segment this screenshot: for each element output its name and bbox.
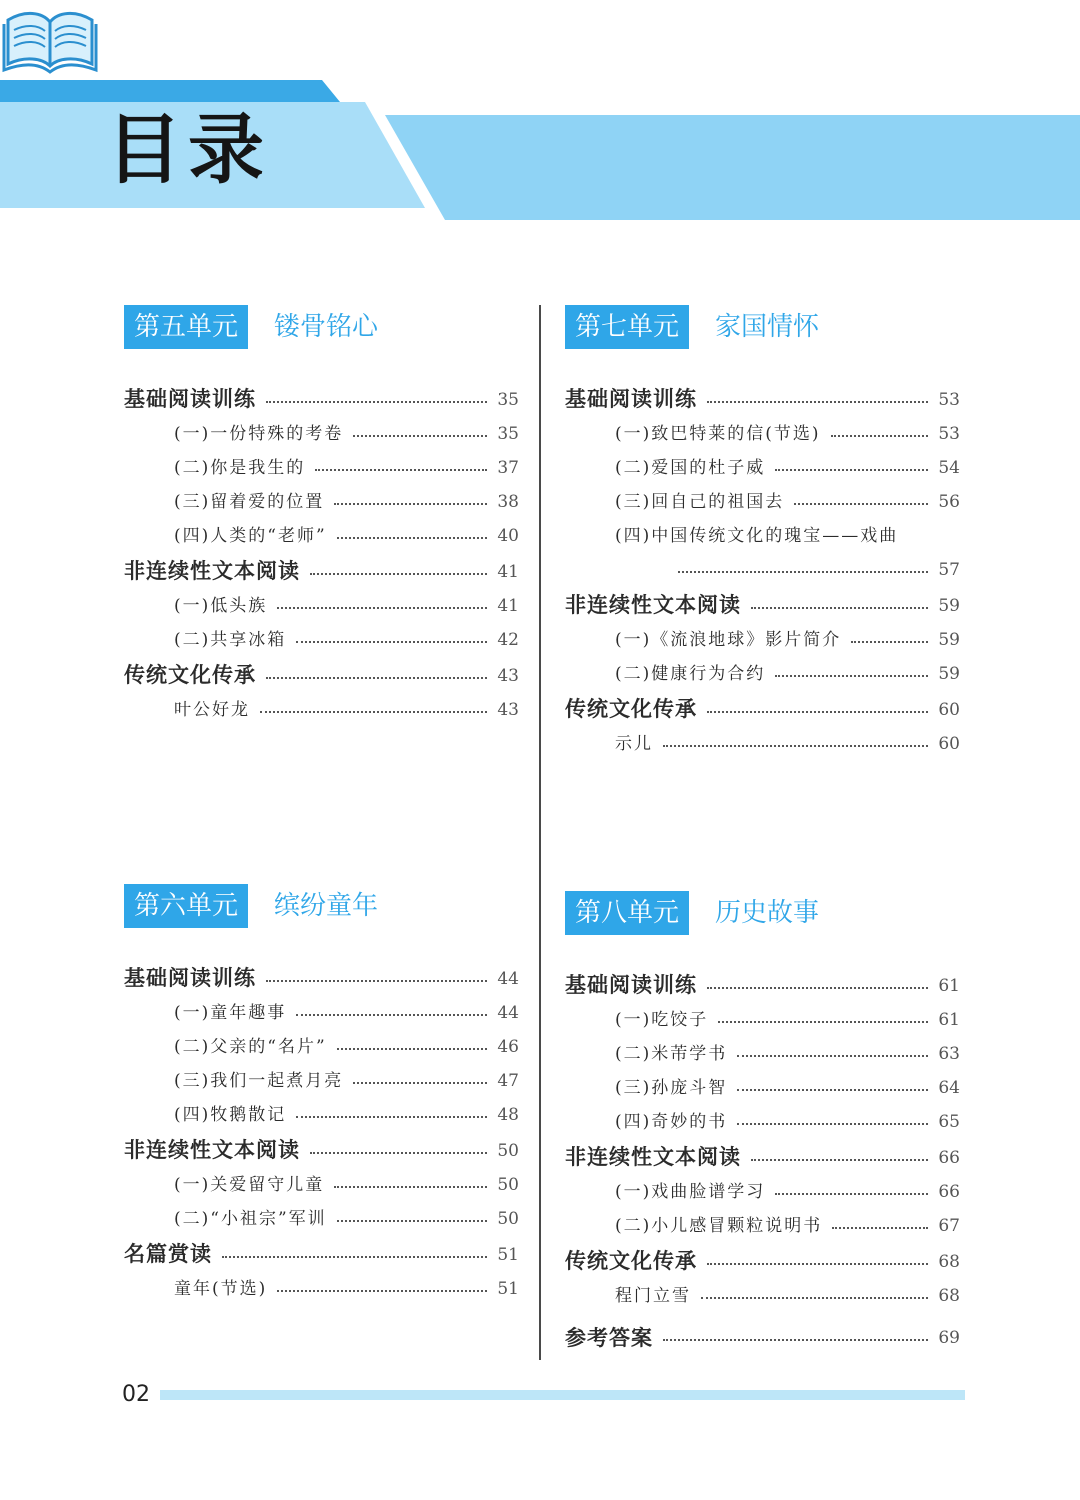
- entry-title: (一)戏曲脸谱学习: [615, 1182, 766, 1202]
- page-number: 02: [122, 1382, 150, 1407]
- entry-title: (二)“小祖宗”军训: [174, 1209, 327, 1229]
- entry-title: (二)你是我生的: [174, 458, 306, 478]
- toc-lesson-entry[interactable]: [565, 1173, 960, 1207]
- open-book-icon: [0, 0, 100, 76]
- dot-leader: [851, 641, 928, 643]
- unit-7-section: [565, 305, 960, 759]
- toc-lesson-entry[interactable]: [124, 517, 519, 551]
- entry-page-number: 41: [497, 562, 519, 582]
- dot-leader: [222, 1256, 487, 1258]
- dot-leader: [831, 435, 928, 437]
- entry-title: 非连续性文本阅读: [124, 1137, 300, 1162]
- dot-leader: [296, 641, 487, 643]
- dot-leader: [337, 1048, 487, 1050]
- toc-lesson-entry[interactable]: [124, 587, 519, 621]
- entry-page-number: 44: [497, 1003, 519, 1023]
- dot-leader: [296, 1116, 487, 1118]
- toc-lesson-entry[interactable]: [124, 691, 519, 725]
- entry-title: (三)回自己的祖国去: [615, 492, 785, 512]
- entry-page-number: 37: [497, 458, 519, 478]
- toc-lesson-entry[interactable]: [565, 1035, 960, 1069]
- entry-page-number: 35: [497, 424, 519, 444]
- entry-page-number: 51: [497, 1245, 519, 1265]
- dot-leader: [353, 1082, 487, 1084]
- entry-title: (二)共享冰箱: [174, 630, 287, 650]
- entry-page-number: 47: [497, 1071, 519, 1091]
- unit-header: [565, 305, 960, 349]
- entry-title: (一)低头族: [174, 596, 268, 616]
- toc-lesson-entry[interactable]: [565, 551, 960, 585]
- toc-lesson-entry[interactable]: [124, 1166, 519, 1200]
- entry-title: (四)牧鹅散记: [174, 1105, 287, 1125]
- toc-section-entry[interactable]: [565, 585, 960, 621]
- entry-page-number: 60: [938, 700, 960, 720]
- entry-page-number: 50: [497, 1141, 519, 1161]
- unit-theme-title: 家国情怀: [715, 312, 820, 342]
- entry-title: (一)关爱留守儿童: [174, 1175, 325, 1195]
- footer-bar: [160, 1390, 965, 1400]
- unit-6-section: [124, 884, 519, 1304]
- entry-page-number: 43: [497, 700, 519, 720]
- unit-header: [565, 891, 960, 935]
- toc-answer-entry[interactable]: [565, 1311, 960, 1353]
- dot-leader: [310, 573, 487, 575]
- toc-lesson-entry[interactable]: [565, 1103, 960, 1137]
- dot-leader: [751, 607, 928, 609]
- dot-leader: [296, 1014, 487, 1016]
- entry-page-number: 46: [497, 1037, 519, 1057]
- entry-page-number: 41: [497, 596, 519, 616]
- toc-section-entry[interactable]: [124, 655, 519, 691]
- entry-title: 基础阅读训练: [124, 965, 256, 990]
- entry-page-number: 43: [497, 666, 519, 686]
- entry-title: (四)中国传统文化的瑰宝——戏曲: [615, 526, 899, 546]
- entry-page-number: 40: [497, 526, 519, 546]
- dot-leader: [266, 980, 487, 982]
- toc-lesson-entry[interactable]: [124, 1096, 519, 1130]
- column-divider: [539, 305, 541, 1360]
- entry-page-number: 56: [938, 492, 960, 512]
- toc-section-entry[interactable]: [124, 379, 519, 415]
- entry-page-number: 35: [497, 390, 519, 410]
- toc-section-entry[interactable]: [565, 1241, 960, 1277]
- entry-title: (二)米芾学书: [615, 1044, 728, 1064]
- entry-title: 非连续性文本阅读: [124, 558, 300, 583]
- dot-leader: [337, 537, 487, 539]
- entry-title: 示儿: [615, 734, 653, 754]
- toc-lesson-entry[interactable]: [565, 655, 960, 689]
- entry-page-number: 48: [497, 1105, 519, 1125]
- unit-number-badge: 第六单元: [124, 884, 248, 928]
- dot-leader: [707, 711, 928, 713]
- entry-title: 基础阅读训练: [124, 386, 256, 411]
- toc-lesson-entry[interactable]: [124, 1028, 519, 1062]
- entry-title: (二)健康行为合约: [615, 664, 766, 684]
- toc-lesson-entry[interactable]: [565, 1207, 960, 1241]
- entry-page-number: 54: [938, 458, 960, 478]
- toc-section-entry[interactable]: [124, 551, 519, 587]
- toc-lesson-entry[interactable]: [124, 483, 519, 517]
- toc-lesson-entry[interactable]: [124, 621, 519, 655]
- dot-leader: [775, 469, 928, 471]
- unit-number-badge: 第七单元: [565, 305, 689, 349]
- dot-leader: [266, 677, 487, 679]
- dot-leader: [310, 1152, 487, 1154]
- toc-lesson-entry[interactable]: [124, 415, 519, 449]
- entry-title: (一)《流浪地球》影片简介: [615, 630, 842, 650]
- unit-number-badge: 第八单元: [565, 891, 689, 935]
- entry-title: (四)人类的“老师”: [174, 526, 327, 546]
- toc-section-entry[interactable]: [565, 379, 960, 415]
- entry-page-number: 69: [938, 1328, 960, 1348]
- entry-page-number: 67: [938, 1216, 960, 1236]
- entry-page-number: 50: [497, 1209, 519, 1229]
- entry-title: 程门立雪: [615, 1286, 691, 1306]
- entry-title: 传统文化传承: [124, 662, 256, 687]
- dot-leader: [707, 1263, 928, 1265]
- toc-lesson-entry[interactable]: [124, 1062, 519, 1096]
- dot-leader: [678, 571, 928, 573]
- entry-title: 传统文化传承: [565, 696, 697, 721]
- toc-lesson-entry[interactable]: [565, 1277, 960, 1311]
- dot-leader: [315, 469, 487, 471]
- unit-header: [124, 305, 519, 349]
- entry-page-number: 57: [938, 560, 960, 580]
- dot-leader: [775, 1193, 928, 1195]
- dot-leader: [277, 607, 487, 609]
- dot-leader: [707, 401, 928, 403]
- toc-lesson-entry[interactable]: [565, 621, 960, 655]
- entry-title: (一)一份特殊的考卷: [174, 424, 344, 444]
- entry-title: (三)孙庞斗智: [615, 1078, 728, 1098]
- dot-leader: [701, 1297, 928, 1299]
- entry-title: (二)爱国的杜子威: [615, 458, 766, 478]
- dot-leader: [663, 745, 928, 747]
- entry-title: 童年(节选): [174, 1279, 268, 1299]
- toc-lesson-entry[interactable]: [565, 725, 960, 759]
- entry-page-number: 68: [938, 1252, 960, 1272]
- entry-title: 基础阅读训练: [565, 972, 697, 997]
- entry-title: (一)童年趣事: [174, 1003, 287, 1023]
- toc-section-entry[interactable]: [565, 689, 960, 725]
- dot-leader: [775, 675, 928, 677]
- entry-page-number: 44: [497, 969, 519, 989]
- entry-title: (二)父亲的“名片”: [174, 1037, 327, 1057]
- unit-header: [124, 884, 519, 928]
- unit-number-badge: 第五单元: [124, 305, 248, 349]
- entry-page-number: 59: [938, 630, 960, 650]
- page-title: 目录: [106, 105, 270, 194]
- entry-page-number: 53: [938, 424, 960, 444]
- entry-title: (三)留着爱的位置: [174, 492, 325, 512]
- entry-title: (四)奇妙的书: [615, 1112, 728, 1132]
- header-banner: [0, 0, 1080, 240]
- dot-leader: [353, 435, 487, 437]
- dot-leader: [737, 1089, 928, 1091]
- dot-leader: [334, 1186, 487, 1188]
- dot-leader: [794, 503, 928, 505]
- toc-section-entry[interactable]: [124, 1130, 519, 1166]
- entry-title: (三)我们一起煮月亮: [174, 1071, 344, 1091]
- toc-lesson-entry[interactable]: [565, 1001, 960, 1035]
- toc-lesson-entry[interactable]: [124, 449, 519, 483]
- entry-page-number: 59: [938, 596, 960, 616]
- entry-page-number: 66: [938, 1182, 960, 1202]
- entry-page-number: 53: [938, 390, 960, 410]
- entry-page-number: 42: [497, 630, 519, 650]
- unit-theme-title: 历史故事: [715, 898, 820, 928]
- dot-leader: [277, 1290, 487, 1292]
- entry-page-number: 65: [938, 1112, 960, 1132]
- entry-page-number: 61: [938, 1010, 960, 1030]
- entry-page-number: 50: [497, 1175, 519, 1195]
- entry-title: 参考答案: [565, 1326, 653, 1350]
- entry-page-number: 66: [938, 1148, 960, 1168]
- dot-leader: [718, 1021, 928, 1023]
- dot-leader: [337, 1220, 487, 1222]
- entry-page-number: 63: [938, 1044, 960, 1064]
- toc-lesson-entry[interactable]: [565, 483, 960, 517]
- dot-leader: [737, 1055, 928, 1057]
- toc-section-entry[interactable]: [565, 965, 960, 1001]
- toc-lesson-entry[interactable]: [565, 449, 960, 483]
- entry-title: (一)致巴特莱的信(节选): [615, 424, 821, 444]
- entry-title: 非连续性文本阅读: [565, 1144, 741, 1169]
- dot-leader: [260, 711, 487, 713]
- entry-page-number: 59: [938, 664, 960, 684]
- toc-section-entry[interactable]: [124, 958, 519, 994]
- toc-lesson-entry[interactable]: [124, 1270, 519, 1304]
- entry-page-number: 64: [938, 1078, 960, 1098]
- entry-title: (一)吃饺子: [615, 1010, 709, 1030]
- toc-section-entry[interactable]: [565, 1137, 960, 1173]
- toc-lesson-entry[interactable]: [124, 994, 519, 1028]
- entry-page-number: 38: [497, 492, 519, 512]
- dot-leader: [751, 1159, 928, 1161]
- entry-page-number: 61: [938, 976, 960, 996]
- toc-lesson-entry[interactable]: [565, 1069, 960, 1103]
- unit-8-section: [565, 891, 960, 1353]
- entry-title: 名篇赏读: [124, 1241, 212, 1266]
- dot-leader: [663, 1339, 928, 1341]
- dot-leader: [334, 503, 487, 505]
- dot-leader: [707, 987, 928, 989]
- unit-theme-title: 镂骨铭心: [274, 312, 379, 342]
- entry-page-number: 60: [938, 734, 960, 754]
- toc-lesson-entry[interactable]: [565, 415, 960, 449]
- dot-leader: [832, 1227, 928, 1229]
- entry-title: 传统文化传承: [565, 1248, 697, 1273]
- toc-lesson-entry[interactable]: [565, 517, 960, 551]
- unit-5-section: [124, 305, 519, 725]
- entry-page-number: 51: [497, 1279, 519, 1299]
- entry-title: 非连续性文本阅读: [565, 592, 741, 617]
- entry-title: (二)小儿感冒颗粒说明书: [615, 1216, 823, 1236]
- entry-page-number: 68: [938, 1286, 960, 1306]
- entry-title: 基础阅读训练: [565, 386, 697, 411]
- dot-leader: [737, 1123, 928, 1125]
- dot-leader: [266, 401, 487, 403]
- toc-lesson-entry[interactable]: [124, 1200, 519, 1234]
- unit-theme-title: 缤纷童年: [274, 891, 379, 921]
- toc-section-entry[interactable]: [124, 1234, 519, 1270]
- entry-title: 叶公好龙: [174, 700, 250, 720]
